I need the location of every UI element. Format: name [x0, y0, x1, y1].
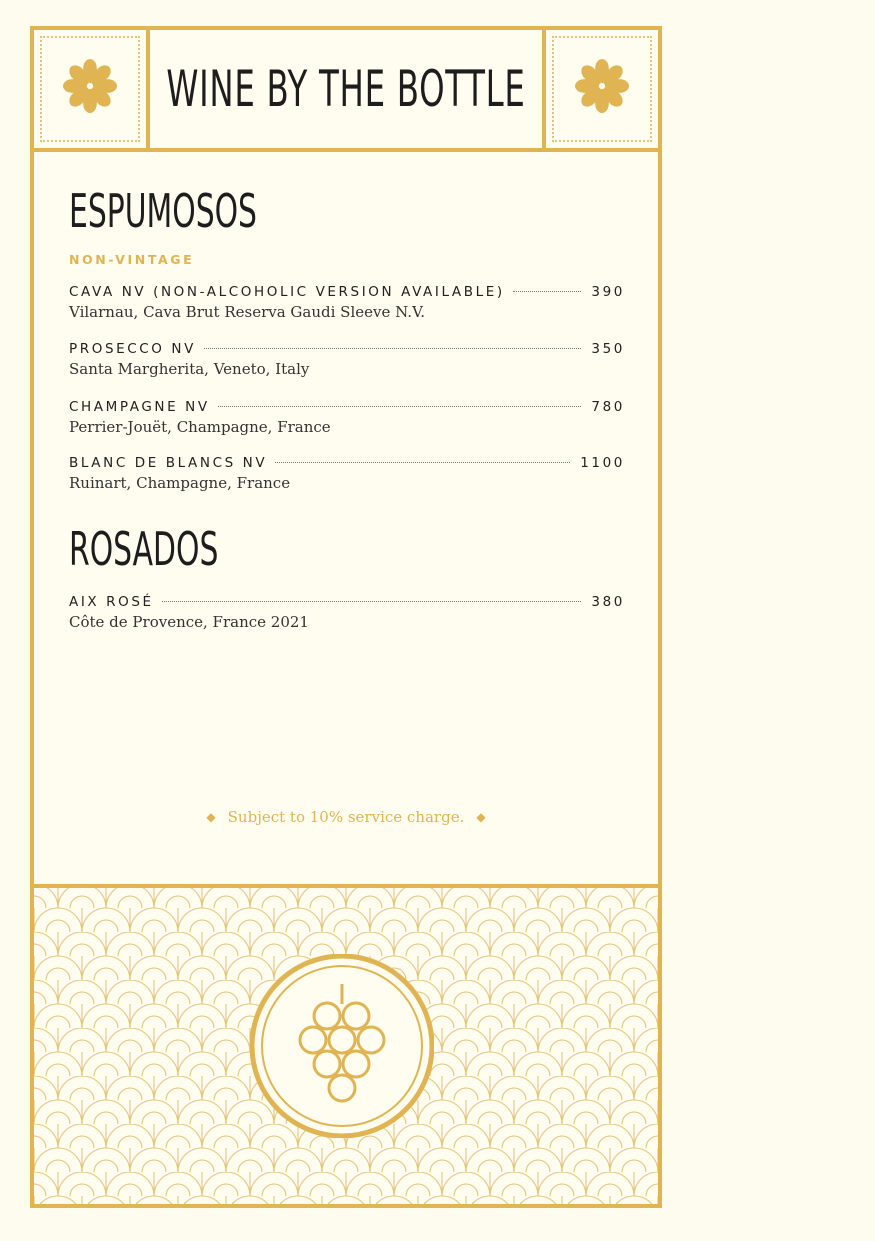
item-description: Côte de Provence, France 2021	[69, 613, 309, 631]
service-charge-note	[34, 808, 658, 826]
menu-content	[69, 30, 625, 870]
diamond-icon: ◆	[206, 810, 216, 824]
item-name: PROSECCO NV	[69, 341, 196, 357]
item-price: 780	[591, 399, 625, 415]
section-title-espumosos: ESPUMOSOS	[69, 184, 257, 238]
item-name: CHAMPAGNE NV	[69, 399, 210, 415]
item-description: Santa Margherita, Veneto, Italy	[69, 360, 310, 378]
leader-dots	[513, 291, 582, 292]
item-description: Ruinart, Champagne, France	[69, 474, 291, 492]
decorative-footer-pattern	[34, 884, 658, 1204]
item-name: AIX ROSÉ	[69, 594, 154, 610]
menu-frame	[30, 26, 662, 1208]
item-name: BLANC DE BLANCS NV	[69, 455, 268, 471]
section-subheading: NON-VINTAGE	[69, 252, 195, 267]
list-item	[69, 399, 625, 436]
leader-dots	[275, 462, 570, 463]
section-title-rosados: ROSADOS	[69, 522, 219, 576]
item-price: 380	[591, 594, 625, 610]
item-price: 390	[591, 284, 625, 300]
page-title: WINE BY THE BOTTLE	[166, 60, 526, 118]
item-price: 1100	[580, 455, 625, 471]
diamond-icon: ◆	[476, 810, 486, 824]
leader-dots	[162, 601, 582, 602]
grapes-icon	[250, 954, 434, 1138]
item-price: 350	[591, 341, 625, 357]
service-charge-text: Subject to 10% service charge.	[227, 808, 465, 826]
item-description: Perrier-Jouët, Champagne, France	[69, 418, 331, 436]
list-item	[69, 341, 625, 378]
list-item	[69, 455, 625, 492]
item-description: Vilarnau, Cava Brut Reserva Gaudi Sleeve N.V.	[69, 303, 426, 321]
list-item	[69, 594, 625, 631]
leader-dots	[218, 406, 582, 407]
list-item	[69, 284, 625, 321]
item-name: CAVA NV (NON-ALCOHOLIC VERSION AVAILABLE)	[69, 284, 505, 300]
leader-dots	[204, 348, 581, 349]
